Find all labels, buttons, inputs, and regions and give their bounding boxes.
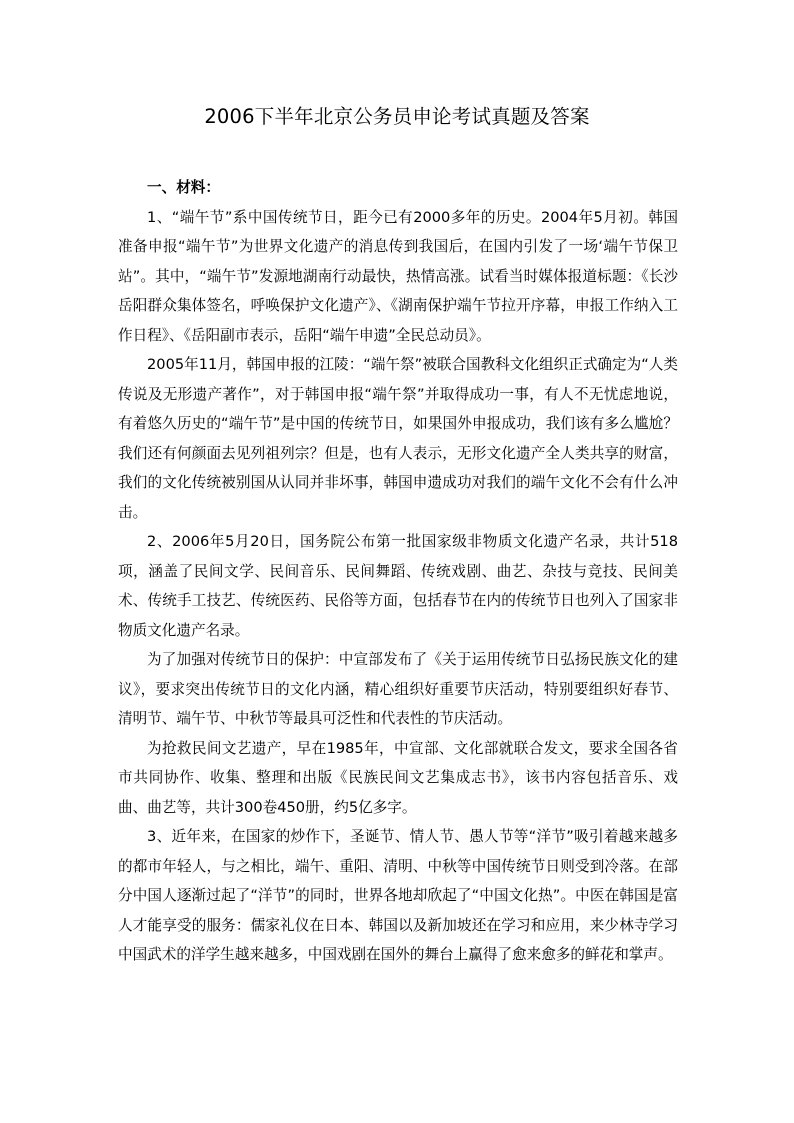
section-heading: 一、材料： — [147, 179, 220, 196]
paragraph: 为抢救民间文艺遗产，早在1985年，中宣部、文化部就联合发文，要求全国各省市共同协作、收集、整理和出版《民族民间文艺集成志书》，该书内容包括音乐、戏曲、曲艺等，共计300卷450册，约5亿多字。 — [118, 739, 678, 816]
document-title: 2006下半年北京公务员申论考试真题及答案 — [204, 105, 590, 128]
paragraph: 为了加强对传统节日的保护：中宣部发布了《关于运用传统节日弘扬民族文化的建议》，要求突出传统节日的文化内涵，精心组织好重要节庆活动，特别要组织好春节、清明节、端午节、中秋节等最具可泛性和代表性的节庆活动。 — [118, 651, 678, 727]
paragraph: 3、近年来，在国家的炒作下，圣诞节、情人节、愚人节等“洋节”吸引着越来越多的都市年轻人，与之相比，端午、重阳、清明、中秋等中国传统节日则受到冷落。在部分中国人逐渐过起了“洋节”的同时，世界各地却欣起了“中国文化热”。中医在韩国是富人才能享受的服务：儒家礼仪在日本、韩国以及新加坡还在学习和应用，来少林寺学习中国武术的洋学生越来越多，中国戏剧在国外的舞台上赢得了愈来愈多的鲜花和掌声。 — [118, 828, 678, 963]
paragraph: 1、“端午节”系中国传统节日，距今已有2000多年的历史。2004年5月初。韩国准备申报“端午节”为世界文化遗产的消息传到我国后，在国内引发了一场‘端午节保卫站”。其中，“端午节”发源地湖南行动最快，热情高涨。试看当时媒体报道标题：《长沙岳阳群众集体签名，呼唤保护文化遗产》、《湖南保护端午节拉开序幕，申报工作纳入工作日程》、《岳阳副市表示，岳阳“端午申遗”全民总动员》。 — [118, 208, 678, 344]
document-body — [118, 173, 678, 970]
paragraph: 2、2006年5月20日，国务院公布第一批国家级非物质文化遗产名录，共计518项，涵盖了民间文学、民间音乐、民间舞蹈、传统戏剧、曲艺、杂技与竞技、民间美术、传统手工技艺、传统医药、民俗等方面，包括春节在内的传统节日也列入了国家非物质文化遗产名录。 — [118, 533, 678, 639]
paragraph: 2005年11月，韩国申报的江陵：“端午祭”被联合国教科文化组织正式确定为“人类传说及无形遗产著作”，对于韩国申报“端午祭”并取得成功一事，有人不无忧虑地说，有着悠久历史的“端午节”是中国的传统节日，如果国外申报成功，我们该有多么尴尬？我们还有何颜面去见列祖列宗？但是，也有人表示，无形文化遗产全人类共享的财富，我们的文化传统被别国从认同并非坏事，韩国申遗成功对我们的端午文化不会有什么冲击。 — [118, 356, 678, 521]
